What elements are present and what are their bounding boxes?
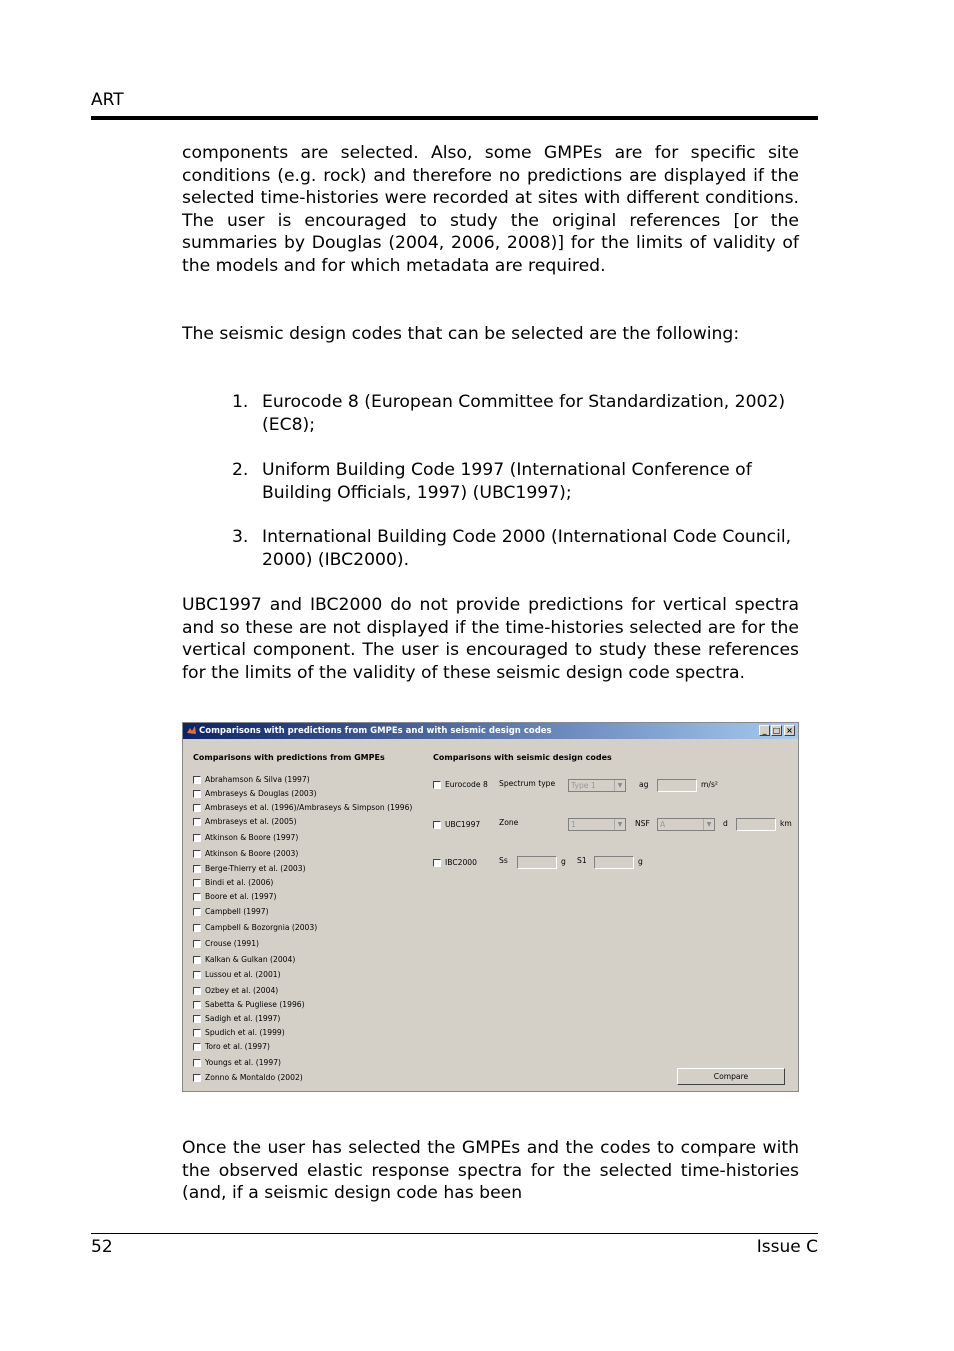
ibc-checkbox[interactable] [433,859,441,867]
matlab-icon [186,725,197,736]
gmpe-checkbox-row[interactable] [193,955,428,967]
list-number: 3. [232,527,249,547]
s1-input[interactable] [594,856,634,869]
gmpe-checkbox[interactable] [193,1001,201,1009]
paragraph-validity: components are selected. Also, some GMPEs are for specific site conditions (e.g. rock) and therefore no predictions are displayed if the selected time-histories were recorded at sites with different conditions. The user is encouraged to study the original references [or the summaries by Douglas (2004, 2006, 2008)] for the limits of validity of the models and for which metadata are required. [182,143,799,276]
gmpe-checkbox[interactable] [193,1059,201,1067]
ibc-label: IBC2000 [445,858,477,867]
ubc-checkbox-row[interactable] [433,820,493,832]
page-number: 52 [91,1237,113,1257]
gmpe-checkbox[interactable] [193,879,201,887]
gmpe-label: Ambraseys & Douglas (2003) [205,789,317,798]
zone-label: Zone [499,818,519,827]
list-text: Eurocode 8 (European Committee for Standardization, 2002) (EC8); [262,392,786,435]
gmpe-label: Campbell (1997) [205,907,269,916]
ubc-label: UBC1997 [445,820,481,829]
d-input[interactable] [736,818,776,831]
gmpe-checkbox[interactable] [193,924,201,932]
gmpe-label: Crouse (1991) [205,939,260,948]
d-label: d [723,819,728,828]
gmpe-checkbox-row[interactable] [193,1073,428,1085]
paragraph-once-selected: Once the user has selected the GMPEs and the codes to compare with the observed elastic response spectra for the selected time-histories (and, if a seismic design code has been [182,1138,799,1203]
ag-unit: m/s² [701,780,718,789]
header-rule [91,116,818,120]
gmpe-label: Sabetta & Pugliese (1996) [205,1000,305,1009]
gmpe-checkbox-row[interactable] [193,864,428,876]
maximize-button[interactable]: □ [772,726,781,735]
gmpe-label: Sadigh et al. (1997) [205,1014,281,1023]
ec8-checkbox-row[interactable] [433,780,493,792]
spectrum-type-value: Type 1 [571,781,596,790]
ec8-label: Eurocode 8 [445,780,488,789]
ubc-checkbox[interactable] [433,821,441,829]
gmpe-checkbox-row[interactable] [193,1058,428,1070]
gmpe-checkbox[interactable] [193,971,201,979]
gmpe-checkbox[interactable] [193,865,201,873]
ss-label: Ss [499,856,508,865]
s1-label: S1 [577,856,587,865]
gmpe-checkbox[interactable] [193,776,201,784]
gmpe-checkbox[interactable] [193,790,201,798]
gmpe-checkbox-row[interactable] [193,1014,428,1026]
gmpe-checkbox[interactable] [193,1043,201,1051]
page-header: ART [91,90,124,110]
gmpe-checkbox[interactable] [193,1015,201,1023]
close-button[interactable]: × [784,725,795,736]
gmpe-label: Lussou et al. (2001) [205,970,281,979]
ec8-checkbox[interactable] [433,781,441,789]
window-title: Comparisons with predictions from GMPEs and with seismic design codes [199,726,552,736]
zone-select[interactable] [568,818,626,831]
gmpe-checkbox-row[interactable] [193,1028,428,1040]
gmpe-label: Spudich et al. (1999) [205,1028,285,1037]
gmpe-label: Abrahamson & Silva (1997) [205,775,310,784]
ag-input[interactable] [657,779,697,792]
gmpe-checkbox[interactable] [193,818,201,826]
gmpe-checkbox-row[interactable] [193,849,428,861]
chevron-down-icon: ▼ [703,819,714,830]
ss-unit: g [561,857,566,866]
spectrum-type-label: Spectrum type [499,779,556,788]
nsf-value: A [660,820,666,829]
gmpe-checkbox[interactable] [193,804,201,812]
ss-input[interactable] [517,856,557,869]
gmpe-checkbox-row[interactable] [193,833,428,845]
list-text: International Building Code 2000 (International Code Council, 2000) (IBC2000). [262,527,792,570]
gmpe-checkbox-row[interactable] [193,1042,428,1054]
paragraph-codes-intro: The seismic design codes that can be selected are the following: [182,324,740,344]
gmpe-checkbox[interactable] [193,908,201,916]
gmpe-checkbox-row[interactable] [193,878,428,890]
minimize-button[interactable]: _ [759,725,770,736]
gmpe-label: Ozbey et al. (2004) [205,986,279,995]
gmpe-checkbox-row[interactable] [193,892,428,904]
gmpe-checkbox[interactable] [193,956,201,964]
nsf-label: NSF [635,819,650,828]
gmpe-checkbox-row[interactable] [193,907,428,919]
gmpe-checkbox-row[interactable] [193,817,428,829]
list-text: Uniform Building Code 1997 (International Conference of Building Officials, 1997) (UBC1997); [262,460,752,503]
gmpe-checkbox[interactable] [193,850,201,858]
comparison-dialog [182,722,799,1092]
gmpe-checkbox[interactable] [193,893,201,901]
footer-rule [91,1233,818,1234]
gmpe-label: Boore et al. (1997) [205,892,277,901]
gmpe-label: Zonno & Montaldo (2002) [205,1073,303,1082]
gmpe-label: Kalkan & Gulkan (2004) [205,955,296,964]
gmpe-label: Bindi et al. (2006) [205,878,274,887]
spectrum-type-select[interactable] [568,779,626,792]
gmpe-checkbox-row[interactable] [193,1000,428,1012]
list-number: 2. [232,460,249,480]
gmpe-section-title: Comparisons with predictions from GMPEs [193,753,385,762]
gmpe-checkbox[interactable] [193,987,201,995]
gmpe-checkbox[interactable] [193,940,201,948]
d-unit: km [780,819,792,828]
compare-button[interactable]: Compare [677,1068,785,1085]
gmpe-label: Berge-Thierry et al. (2003) [205,864,306,873]
gmpe-checkbox-row[interactable] [193,970,428,982]
chevron-down-icon: ▼ [614,819,625,830]
gmpe-checkbox[interactable] [193,834,201,842]
gmpe-label: Campbell & Bozorgnia (2003) [205,923,318,932]
issue-label: Issue C [756,1237,818,1257]
gmpe-label: Ambraseys et al. (1996)/Ambraseys & Simpson (1996) [205,803,413,812]
gmpe-checkbox-row[interactable] [193,923,428,935]
list-number: 1. [232,392,249,412]
gmpe-label: Ambraseys et al. (2005) [205,817,297,826]
codes-section-title: Comparisons with seismic design codes [433,753,612,762]
paragraph-vertical-limits: UBC1997 and IBC2000 do not provide predictions for vertical spectra and so these are not displayed if the time-histories selected are for the vertical component. The user is encouraged to study these references for the limits of the validity of these seismic design code spectra. [182,595,799,683]
zone-value: 1 [571,820,576,829]
gmpe-label: Toro et al. (1997) [205,1042,270,1051]
gmpe-checkbox-row[interactable] [193,986,428,998]
s1-unit: g [638,857,643,866]
ag-label: ag [639,780,649,789]
gmpe-label: Atkinson & Boore (2003) [205,849,299,858]
gmpe-label: Atkinson & Boore (1997) [205,833,299,842]
chevron-down-icon: ▼ [614,780,625,791]
gmpe-label: Youngs et al. (1997) [205,1058,281,1067]
window-titlebar[interactable] [183,723,798,739]
nsf-select[interactable] [657,818,715,831]
gmpe-checkbox-row[interactable] [193,939,428,951]
gmpe-checkbox-row[interactable] [193,789,428,801]
gmpe-checkbox[interactable] [193,1074,201,1082]
gmpe-checkbox-row[interactable] [193,803,428,815]
ibc-checkbox-row[interactable] [433,858,493,870]
gmpe-checkbox[interactable] [193,1029,201,1037]
gmpe-checkbox-row[interactable] [193,775,428,787]
